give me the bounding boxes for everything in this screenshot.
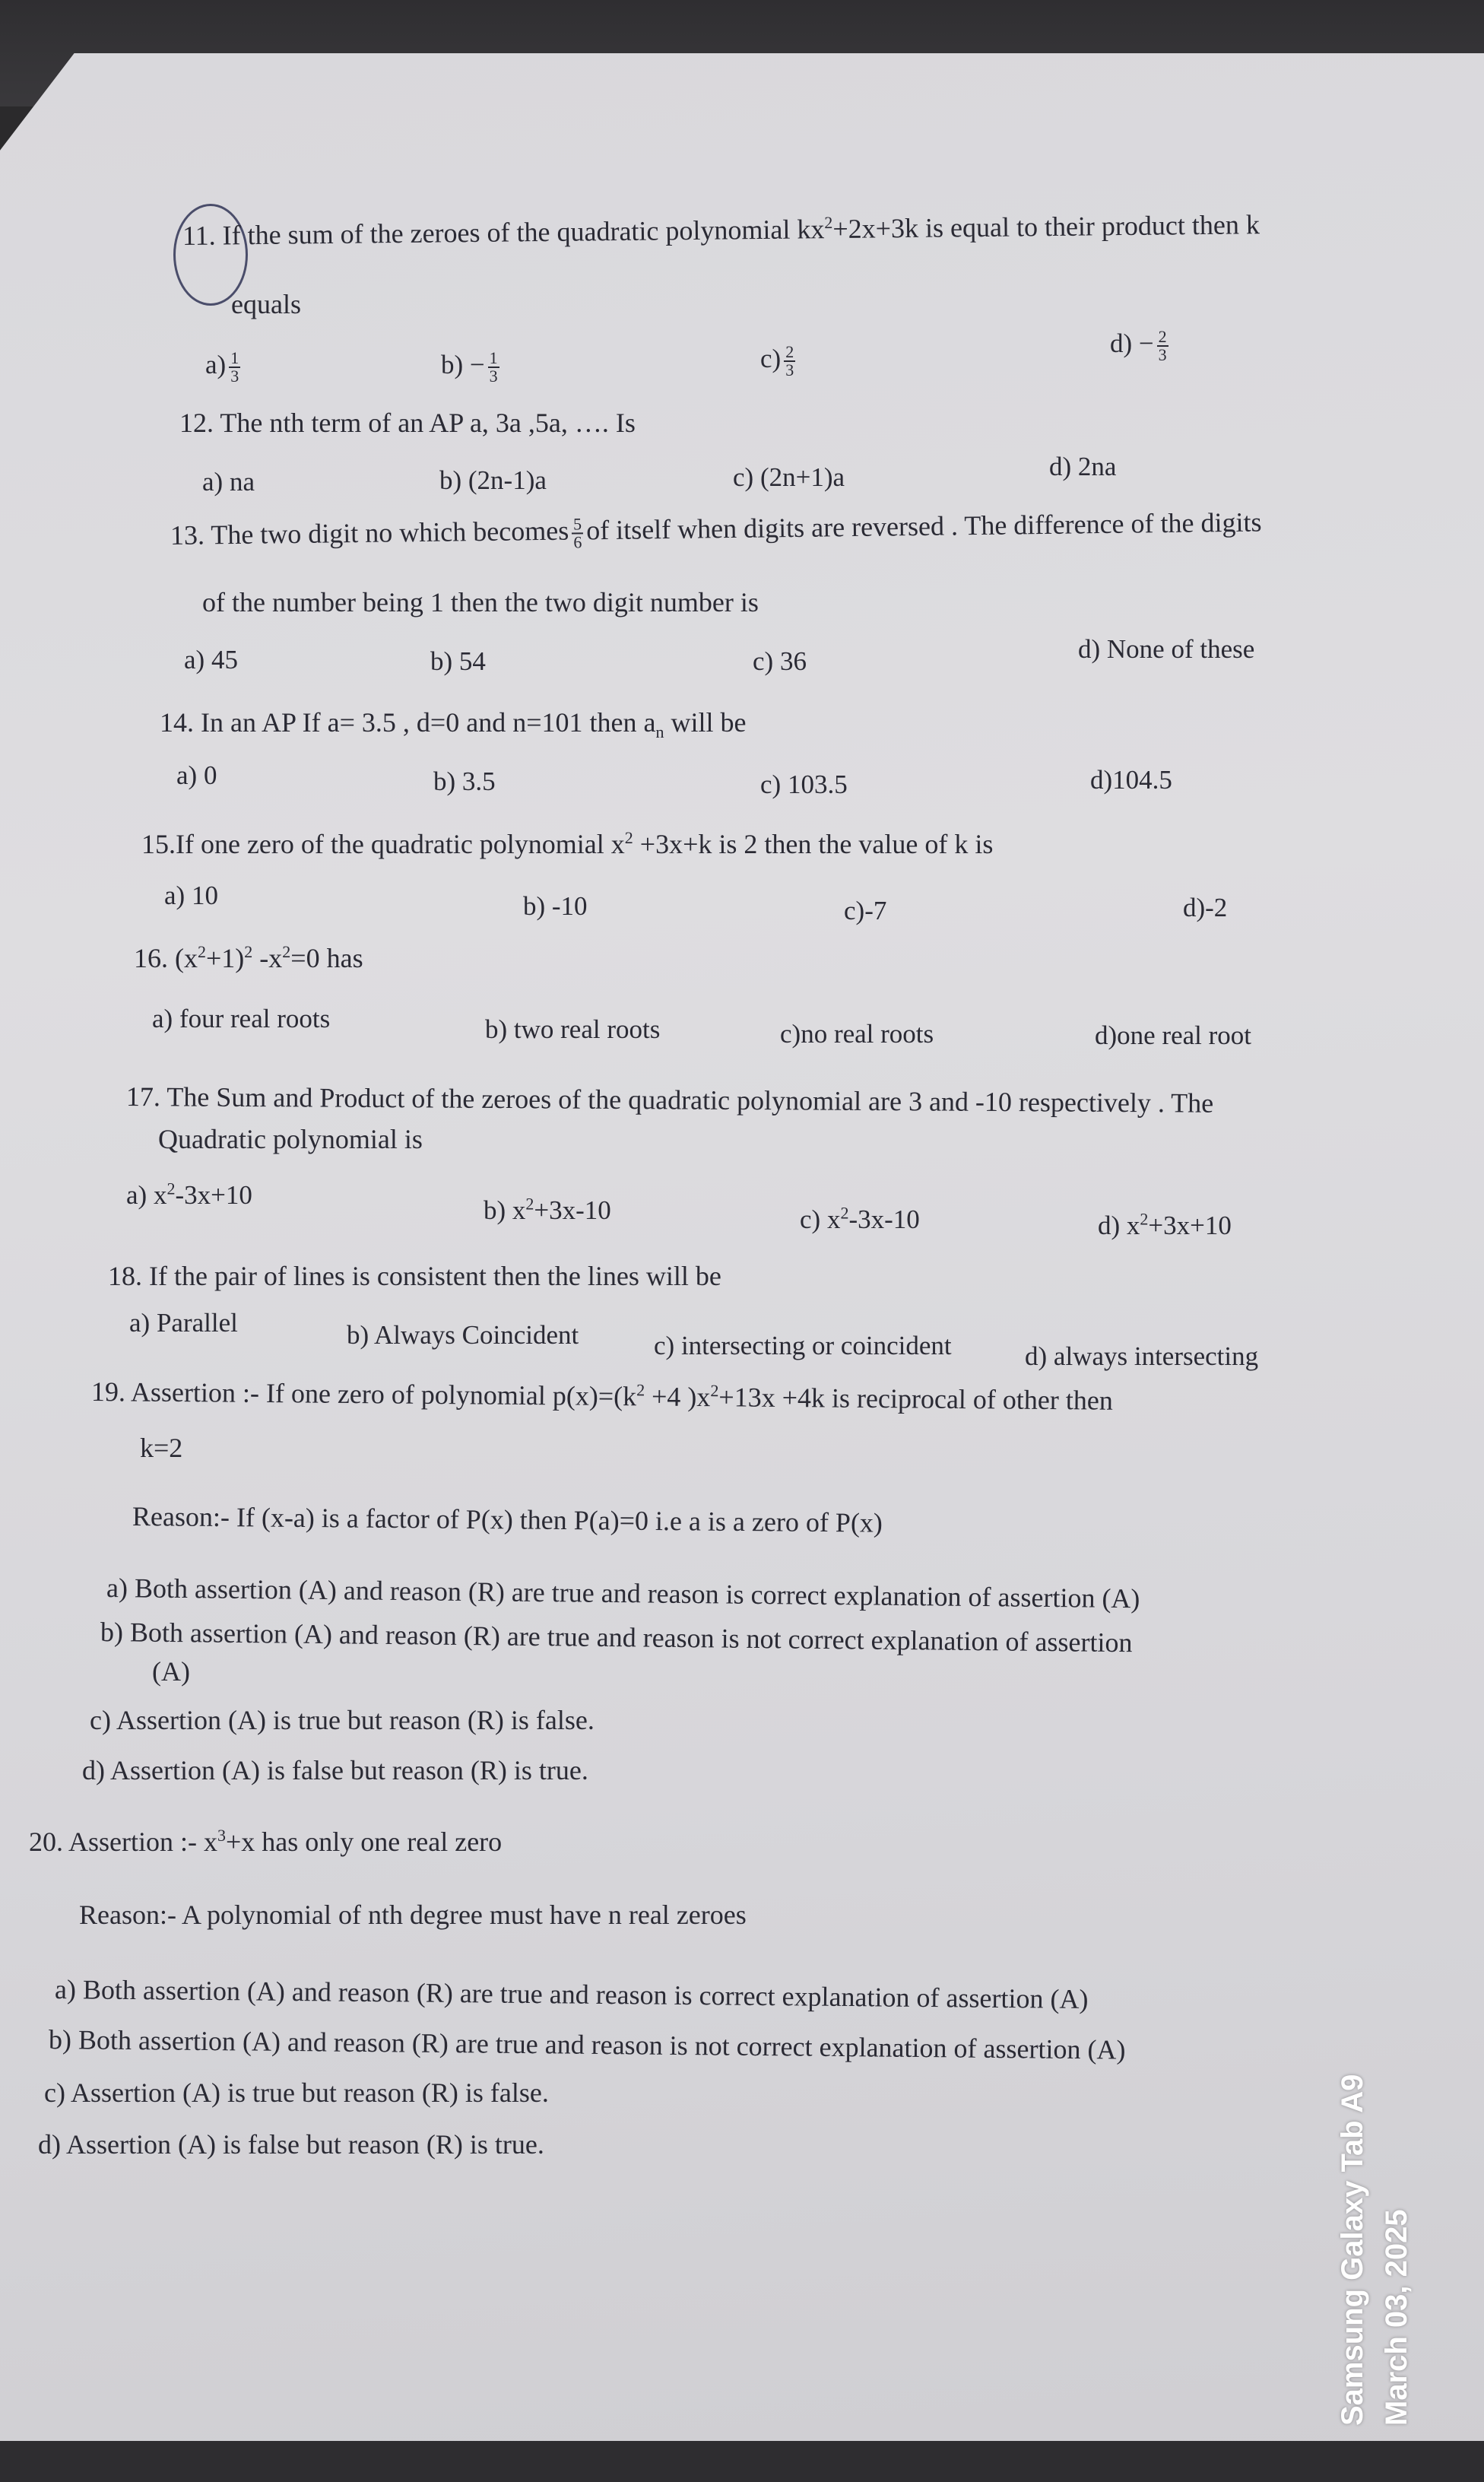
question-14-option-d: d)104.5 xyxy=(1090,765,1172,795)
question-20-stem: 20. Assertion :- $x^3+x$ has only one real zero xyxy=(29,1826,503,1857)
question-11-option-b: b) − $\frac{1}{3}$ xyxy=(441,348,498,386)
question-13-option-a: a) 45 xyxy=(184,645,238,674)
question-17-option-b: b) $x^2+3x-10$ xyxy=(484,1194,611,1225)
question-13-option-c: c) 36 xyxy=(753,646,807,676)
question-19-stem: 19. Assertion :- If one zero of polynomial $p(x)=(k^2 +4$ )$x^2+13x +4k$ is reciprocal of other then xyxy=(90,1376,1114,1416)
question-19-option-c: c) Assertion (A) is true but reason (R) is false. xyxy=(90,1705,595,1735)
question-14-stem: 14. In an AP If a= 3.5 , d=0 and n=101 then $a_n$ will be xyxy=(160,707,747,742)
question-20-option-b: b) Both assertion (A) and reason (R) are true and reason is not correct explanation of assertion (A) xyxy=(48,2024,1126,2065)
question-11-stem: 11. If the sum of the zeroes of the quadratic polynomial $kx^2+2x+3k$ is equal to their product then k xyxy=(182,209,1260,251)
question-12-option-a: a) na xyxy=(202,467,255,497)
question-19-reason: Reason:- If (x-a) is a factor of P(x) then P(a)=0 i.e a is a zero of P(x) xyxy=(132,1501,883,1538)
question-18-option-c: c) intersecting or coincident xyxy=(654,1331,952,1360)
question-14-option-b: b) 3.5 xyxy=(433,766,496,796)
question-15-option-c: c)-7 xyxy=(844,896,887,925)
question-12-option-c: c) (2n+1)a xyxy=(733,462,845,492)
question-17-option-c: c) $x^2-3x-10$ xyxy=(800,1203,920,1234)
question-20-option-d: d) Assertion (A) is false but reason (R) is true. xyxy=(38,2129,544,2160)
question-16-option-a: a) four real roots xyxy=(152,1004,331,1033)
question-18-option-d: d) always intersecting xyxy=(1025,1341,1259,1371)
question-19-option-b-cont: (A) xyxy=(152,1656,190,1687)
watermark-device: Samsung Galaxy Tab A9 xyxy=(1336,2074,1369,2426)
question-15-option-b: b) -10 xyxy=(523,891,588,921)
question-16-option-b: b) two real roots xyxy=(485,1014,661,1044)
question-14-option-c: c) 103.5 xyxy=(760,770,848,799)
question-18-option-a: a) Parallel xyxy=(129,1308,238,1338)
question-19-option-a: a) Both assertion (A) and reason (R) are true and reason is correct explanation of assertion (A) xyxy=(106,1573,1140,1614)
question-16-option-d: d)one real root xyxy=(1095,1020,1252,1050)
background-bottom xyxy=(0,2441,1484,2482)
question-11-stem-cont: equals xyxy=(231,289,301,319)
question-17-stem-cont: Quadratic polynomial is xyxy=(158,1124,423,1154)
question-11-option-a: a) $\frac{1}{3}$ xyxy=(205,348,239,386)
question-17-option-a: a) $x^2-3x+10$ xyxy=(126,1179,252,1210)
question-12-option-d: d) 2na xyxy=(1049,452,1117,481)
question-16-stem: 16. $(x^2+1)^2$ $-x^2=0$ has xyxy=(134,942,363,973)
question-13-stem-cont: of the number being 1 then the two digit number is xyxy=(202,587,759,617)
question-19-option-b: b) Both assertion (A) and reason (R) are true and reason is not correct explanation of assertion xyxy=(100,1617,1133,1658)
question-18-stem: 18. If the pair of lines is consistent then the lines will be xyxy=(108,1261,721,1291)
watermark-date: March 03, 2025 xyxy=(1380,2209,1413,2426)
question-13-stem: 13. The two digit no which becomes $\frac{5}{6}$ of itself when digits are reversed . The difference of the digits xyxy=(170,506,1262,552)
camera-watermark xyxy=(1330,2074,1419,2426)
question-12-stem: 12. The nth term of an AP a, 3a ,5a, …. Is xyxy=(179,408,636,438)
question-15-option-a: a) 10 xyxy=(164,881,218,910)
question-15-option-d: d)-2 xyxy=(1183,893,1228,922)
question-20-option-c: c) Assertion (A) is true but reason (R) is false. xyxy=(44,2077,549,2108)
question-19-stem-cont: k=2 xyxy=(140,1433,183,1463)
question-11-option-c: c) $\frac{2}{3}$ xyxy=(760,341,794,379)
question-11-option-d: d) − $\frac{2}{3}$ xyxy=(1110,326,1167,364)
question-19-option-d: d) Assertion (A) is false but reason (R) is true. xyxy=(82,1755,588,1785)
question-14-option-a: a) 0 xyxy=(176,760,217,790)
question-15-stem: 15.If one zero of the quadratic polynomial $x^2 +3x+k$ is 2 then the value of k is xyxy=(141,828,994,859)
question-16-option-c: c)no real roots xyxy=(780,1019,934,1049)
question-20-reason: Reason:- A polynomial of nth degree must have n real zeroes xyxy=(79,1900,747,1930)
question-13-option-d: d) None of these xyxy=(1078,634,1255,664)
question-18-option-b: b) Always Coincident xyxy=(347,1320,579,1350)
question-17-option-d: d) $x^2+3x+10$ xyxy=(1098,1209,1232,1240)
question-20-option-a: a) Both assertion (A) and reason (R) are true and reason is correct explanation of assertion (A) xyxy=(54,1974,1089,2015)
question-13-option-b: b) 54 xyxy=(430,646,486,676)
question-17-stem: 17. The Sum and Product of the zeroes of the quadratic polynomial are 3 and -10 respectively . The xyxy=(125,1081,1214,1119)
question-12-option-b: b) (2n-1)a xyxy=(439,465,547,495)
